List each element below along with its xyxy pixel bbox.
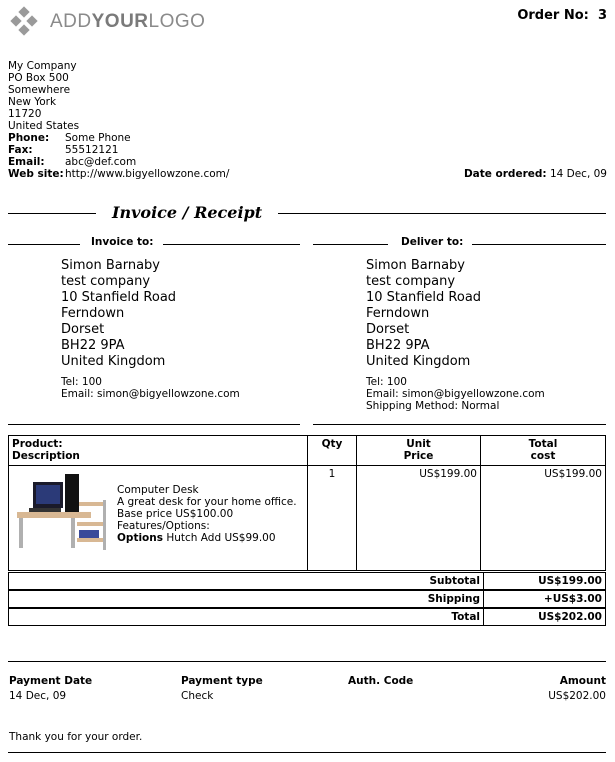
payment-type-value: Check: [181, 690, 214, 702]
order-label: Order No:: [517, 8, 589, 23]
invoice-tel: Tel: 100: [61, 376, 102, 388]
company-line: My Company: [8, 60, 77, 72]
amount-label: Amount: [559, 675, 606, 687]
address-line: test company: [61, 274, 151, 289]
divider: [313, 244, 388, 245]
item-qty: 1: [308, 466, 357, 571]
item-options: Hutch Add US$99.00: [166, 532, 276, 544]
address-line: United Kingdom: [366, 354, 471, 369]
page-title: Invoice / Receipt: [112, 203, 263, 222]
header-description-label: Description: [12, 450, 80, 462]
address-line: Ferndown: [366, 306, 430, 321]
header-unit-price: [357, 436, 481, 466]
amount-value: US$202.00: [548, 690, 606, 702]
items-table: [8, 435, 606, 571]
date-ordered: [464, 168, 607, 180]
item-description: A great desk for your home office.: [117, 496, 297, 508]
company-line: Somewhere: [8, 84, 71, 96]
address-line: Dorset: [61, 322, 105, 337]
divider: [8, 244, 80, 245]
logo: [8, 6, 206, 40]
total-label: Total: [9, 609, 484, 626]
logo-text-add: ADD: [50, 11, 92, 32]
payment-type-label: Payment type: [181, 675, 263, 687]
divider: [8, 424, 300, 425]
order-number: [517, 8, 607, 23]
item-features-label: Features/Options:: [117, 520, 210, 532]
divider: [8, 752, 606, 753]
auth-code-label: Auth. Code: [348, 675, 414, 687]
address-line: BH22 9PA: [366, 338, 430, 353]
header-unit-label: Unit: [406, 438, 431, 450]
company-line: PO Box 500: [8, 72, 69, 84]
item-base-price: Base price US$100.00: [117, 508, 234, 520]
phone-value: Some Phone: [65, 132, 131, 144]
total-value: US$202.00: [484, 609, 606, 626]
invoice-to-heading: Invoice to:: [91, 236, 154, 248]
shipping-row: [8, 590, 606, 608]
address-line: Ferndown: [61, 306, 125, 321]
company-line: New York: [8, 96, 57, 108]
divider: [472, 244, 606, 245]
header-product-label: Product:: [12, 438, 63, 450]
phone-label: Phone:: [8, 132, 50, 144]
address-line: Simon Barnaby: [61, 258, 161, 273]
company-line: 11720: [8, 108, 42, 120]
thank-you-message: Thank you for your order.: [9, 731, 143, 743]
computer-desk-image: [15, 472, 111, 554]
subtotal-value: US$199.00: [484, 573, 606, 590]
address-line: United Kingdom: [61, 354, 166, 369]
shipping-label: Shipping: [9, 591, 484, 608]
logo-text-your: YOUR: [91, 11, 149, 32]
email-value: abc@def.com: [65, 156, 137, 168]
payment-date-label: Payment Date: [9, 675, 93, 687]
item-unit-price: US$199.00: [357, 466, 481, 571]
item-name: Computer Desk: [117, 484, 199, 496]
date-ordered-value: 14 Dec, 09: [549, 168, 607, 180]
deliver-to-heading: Deliver to:: [401, 236, 464, 248]
website-label: Web site:: [8, 168, 64, 180]
payment-date-value: 14 Dec, 09: [9, 690, 67, 702]
company-address: [8, 60, 229, 180]
logo-text-logo: LOGO: [148, 11, 206, 32]
date-ordered-label: Date ordered:: [463, 168, 547, 180]
item-options-label: Options: [117, 532, 163, 544]
invoice-email: Email: simon@bigyellowzone.com: [61, 388, 240, 400]
email-label: Email:: [8, 156, 45, 168]
order-value: 3: [597, 8, 607, 23]
total-row: [8, 608, 606, 626]
divider: [163, 244, 300, 245]
fax-label: Fax:: [8, 144, 33, 156]
company-line: United States: [8, 120, 80, 132]
product-cell: [9, 466, 308, 571]
table-header-row: [9, 436, 606, 466]
shipping-value: +US$3.00: [484, 591, 606, 608]
deliver-email: Email: simon@bigyellowzone.com: [366, 388, 545, 400]
address-line: Dorset: [366, 322, 410, 337]
header-total-label: Total: [528, 438, 558, 450]
address-line: BH22 9PA: [61, 338, 125, 353]
website-link[interactable]: http://www.bigyellowzone.com/: [65, 168, 230, 180]
divider: [8, 213, 96, 214]
shipping-method: Shipping Method: Normal: [366, 400, 500, 412]
address-line: test company: [366, 274, 456, 289]
address-line: 10 Stanfield Road: [61, 290, 177, 305]
address-line: Simon Barnaby: [366, 258, 466, 273]
header-total-cost: [481, 436, 606, 466]
header-cost-label: cost: [530, 450, 556, 462]
fax-value: 55512121: [65, 144, 119, 156]
subtotal-row: [8, 572, 606, 590]
table-row: [9, 466, 606, 571]
divider: [8, 661, 606, 662]
address-line: 10 Stanfield Road: [366, 290, 482, 305]
header-price-label: Price: [403, 450, 434, 462]
logo-diamond-icon: [8, 6, 42, 38]
item-total: US$199.00: [481, 466, 606, 571]
header-product: [9, 436, 308, 466]
deliver-tel: Tel: 100: [366, 376, 407, 388]
deliver-to-address: [366, 258, 545, 412]
header-qty: Qty: [308, 436, 357, 466]
subtotal-label: Subtotal: [9, 573, 484, 590]
divider: [278, 213, 606, 214]
invoice-to-address: [61, 258, 240, 400]
divider: [313, 424, 606, 425]
